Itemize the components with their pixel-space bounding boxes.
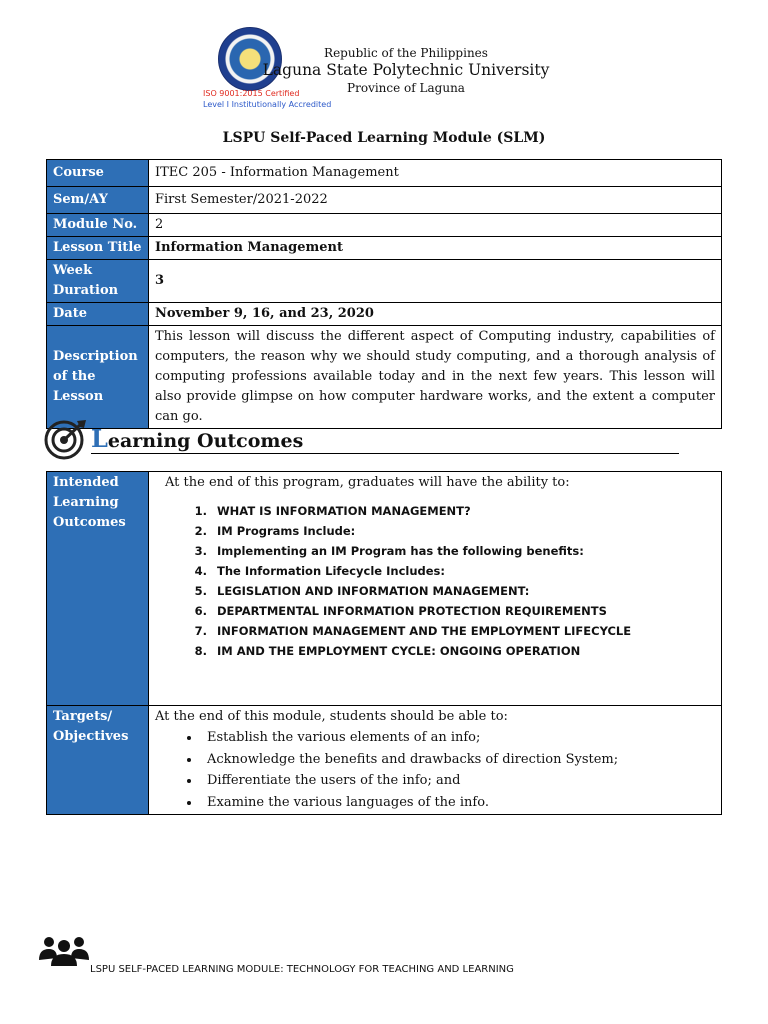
target-item: • Examine the various languages of the info. <box>201 792 715 814</box>
course-label: Course <box>47 160 149 187</box>
targets-content <box>149 706 722 815</box>
outcome-item: 1. WHAT IS INFORMATION MANAGEMENT? <box>211 501 715 521</box>
lesson-title-value: Information Management <box>149 237 722 260</box>
target-item: • Establish the various elements of an info; <box>201 727 715 749</box>
document-title: LSPU Self-Paced Learning Module (SLM) <box>222 130 546 146</box>
footer-text: LSPU SELF-PACED LEARNING MODULE: TECHNOLOGY FOR TEACHING AND LEARNING <box>90 964 514 975</box>
target-item: • Differentiate the users of the info; and <box>201 770 715 792</box>
outcomes-list <box>165 501 715 661</box>
lesson-title-label: Lesson Title <box>47 237 149 260</box>
heading-rest: earning Outcomes <box>107 430 304 452</box>
module-value: 2 <box>149 214 722 237</box>
outcome-item: 8. IM AND THE EMPLOYMENT CYCLE: ONGOING OPERATION <box>211 641 715 661</box>
group-people-icon <box>38 932 90 968</box>
sem-value: First Semester/2021-2022 <box>149 187 722 214</box>
sem-row <box>47 187 722 214</box>
week-value: 3 <box>149 260 722 303</box>
description-value: This lesson will discuss the different aspect of Computing industry, capabilities of computers, the reason why we should study computing, and a thorough analysis of computing professions available today and in the next few years. This lesson will also provide glimpse on how computer hardware works, and the extent a computer can go. <box>149 326 722 429</box>
module-info-table <box>46 159 722 429</box>
heading-first-letter: L <box>91 424 108 453</box>
date-value: November 9, 16, and 23, 2020 <box>149 303 722 326</box>
outcome-item: 4. The Information Lifecycle Includes: <box>211 561 715 581</box>
module-label: Module No. <box>47 214 149 237</box>
targets-list <box>155 727 715 813</box>
intended-outcomes-content <box>149 472 722 706</box>
learning-outcomes-heading <box>91 424 303 453</box>
outcome-item: 7. INFORMATION MANAGEMENT AND THE EMPLOYMENT LIFECYCLE <box>211 621 715 641</box>
intended-outcomes-label: Intended Learning Outcomes <box>47 472 149 706</box>
intended-outcomes-row <box>47 472 722 706</box>
outcome-item: 2. IM Programs Include: <box>211 521 715 541</box>
target-item: • Acknowledge the benefits and drawbacks of direction System; <box>201 749 715 771</box>
accreditation-level: Level I Institutionally Accredited <box>203 100 332 109</box>
outcome-item: 3. Implementing an IM Program has the following benefits: <box>211 541 715 561</box>
course-row <box>47 160 722 187</box>
course-value: ITEC 205 - Information Management <box>149 160 722 187</box>
target-icon <box>44 418 88 460</box>
targets-row <box>47 706 722 815</box>
university-seal-logo <box>218 27 282 91</box>
targets-intro: At the end of this module, students should be able to: <box>155 709 508 724</box>
week-row <box>47 260 722 303</box>
week-label: Week Duration <box>47 260 149 303</box>
iso-certification: ISO 9001:2015 Certified <box>203 89 300 98</box>
outcomes-table <box>46 471 722 815</box>
outcome-item: 5. LEGISLATION AND INFORMATION MANAGEMENT: <box>211 581 715 601</box>
republic-text: Republic of the Philippines <box>324 46 488 60</box>
date-label: Date <box>47 303 149 326</box>
module-row <box>47 214 722 237</box>
outcomes-intro: At the end of this program, graduates will have the ability to: <box>165 475 570 490</box>
outcome-item: 6. DEPARTMENTAL INFORMATION PROTECTION REQUIREMENTS <box>211 601 715 621</box>
heading-underline <box>91 453 679 454</box>
description-label: Description of the Lesson <box>47 326 149 429</box>
province-text: Province of Laguna <box>347 81 465 95</box>
targets-label: Targets/ Objectives <box>47 706 149 815</box>
description-row <box>47 326 722 429</box>
university-name: Laguna State Polytechnic University <box>262 61 550 79</box>
lesson-title-row <box>47 237 722 260</box>
date-row <box>47 303 722 326</box>
sem-label: Sem/AY <box>47 187 149 214</box>
